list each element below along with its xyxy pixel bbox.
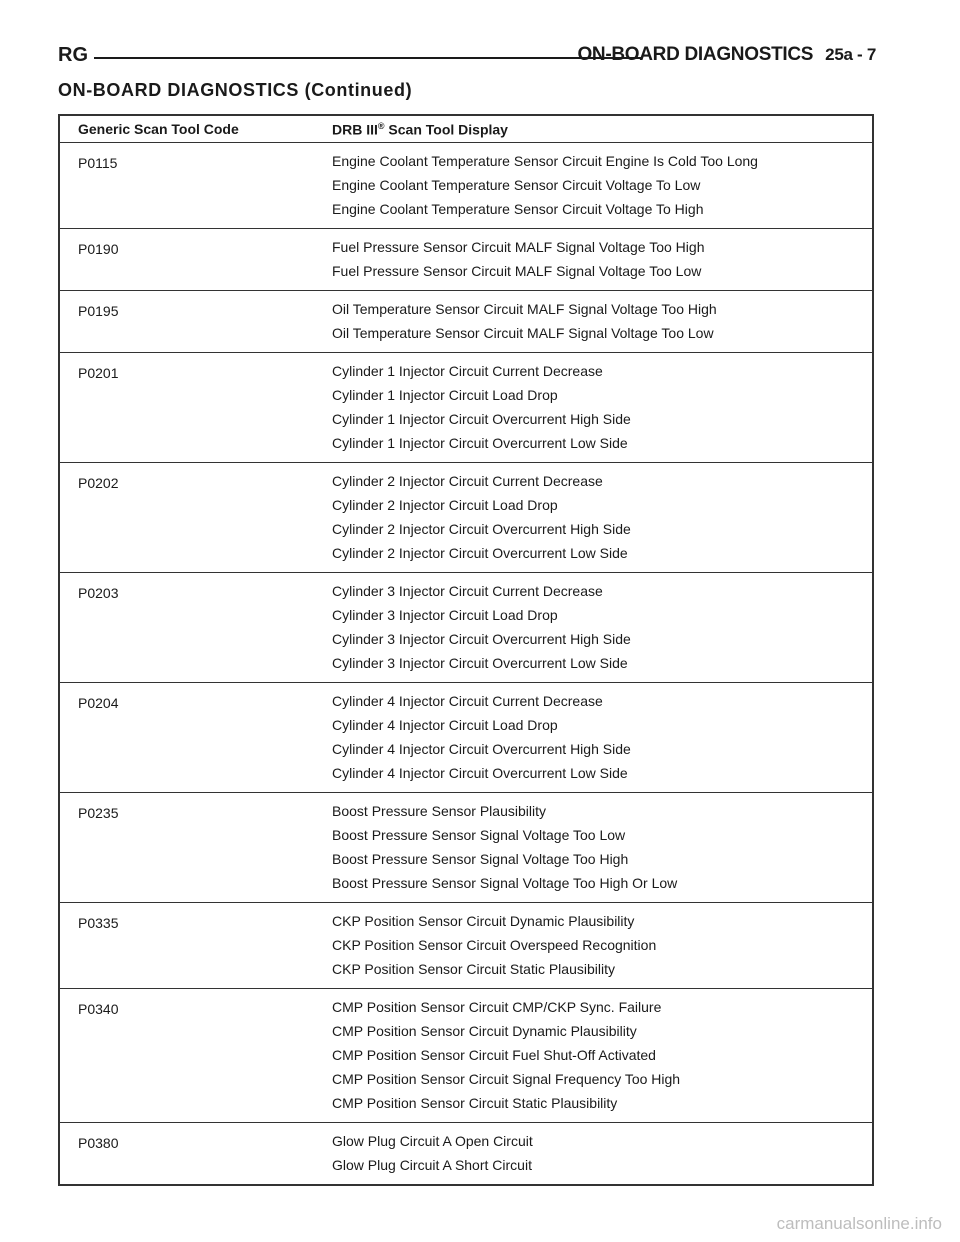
dtc-description-line: Cylinder 3 Injector Circuit Overcurrent High Side bbox=[332, 631, 631, 647]
table-header-row bbox=[59, 115, 873, 143]
dtc-descriptions bbox=[332, 989, 873, 1123]
dtc-description-line: Cylinder 3 Injector Circuit Current Decrease bbox=[332, 583, 603, 599]
dtc-description-line: Boost Pressure Sensor Signal Voltage Too Low bbox=[332, 827, 626, 843]
watermark: carmanualsonline.info bbox=[776, 1214, 942, 1233]
dtc-descriptions bbox=[332, 229, 873, 291]
dtc-description-line: Oil Temperature Sensor Circuit MALF Signal Voltage Too High bbox=[332, 301, 717, 317]
dtc-description-line: Cylinder 1 Injector Circuit Current Decrease bbox=[332, 363, 603, 379]
dtc-descriptions bbox=[332, 793, 873, 903]
dtc-description-line: Engine Coolant Temperature Sensor Circuit Engine Is Cold Too Long bbox=[332, 153, 758, 169]
dtc-description-line: Engine Coolant Temperature Sensor Circuit Voltage To High bbox=[332, 201, 704, 217]
page-number: 25a - 7 bbox=[825, 45, 876, 64]
dtc-description-line: Glow Plug Circuit A Open Circuit bbox=[332, 1133, 533, 1149]
dtc-description-line: Cylinder 2 Injector Circuit Overcurrent Low Side bbox=[332, 545, 628, 561]
dtc-description-line: Cylinder 4 Injector Circuit Current Decrease bbox=[332, 693, 603, 709]
table-row bbox=[59, 573, 873, 683]
dtc-descriptions bbox=[332, 353, 873, 463]
header-rule bbox=[94, 57, 642, 59]
column-header-display-label: Scan Tool Display bbox=[388, 121, 508, 138]
table-row bbox=[59, 1123, 873, 1186]
registered-mark: ® bbox=[377, 120, 385, 131]
dtc-description-line: Cylinder 4 Injector Circuit Overcurrent High Side bbox=[332, 741, 631, 757]
dtc-description-line: CMP Position Sensor Circuit Signal Frequency Too High bbox=[332, 1071, 681, 1087]
dtc-descriptions bbox=[332, 573, 873, 683]
dtc-descriptions bbox=[332, 291, 873, 353]
dtc-description-line: Cylinder 2 Injector Circuit Current Decrease bbox=[332, 473, 603, 489]
dtc-code: P0203 bbox=[59, 573, 332, 683]
dtc-code: P0202 bbox=[59, 463, 332, 573]
dtc-descriptions bbox=[332, 903, 873, 989]
table-row bbox=[59, 793, 873, 903]
table-row bbox=[59, 903, 873, 989]
dtc-description-line: Cylinder 3 Injector Circuit Overcurrent Low Side bbox=[332, 655, 628, 671]
dtc-description-line: Oil Temperature Sensor Circuit MALF Signal Voltage Too Low bbox=[332, 325, 714, 341]
dtc-description-line: Glow Plug Circuit A Short Circuit bbox=[332, 1157, 532, 1173]
dtc-code: P0335 bbox=[59, 903, 332, 989]
dtc-description-line: Boost Pressure Sensor Plausibility bbox=[332, 803, 546, 819]
vehicle-code: RG bbox=[58, 44, 88, 66]
dtc-description-line: Boost Pressure Sensor Signal Voltage Too High bbox=[332, 851, 629, 867]
dtc-description-line: CMP Position Sensor Circuit Static Plausibility bbox=[332, 1095, 618, 1111]
table-row bbox=[59, 683, 873, 793]
section-title: ON-BOARD DIAGNOSTICS bbox=[577, 44, 814, 65]
dtc-description-line: Cylinder 2 Injector Circuit Load Drop bbox=[332, 497, 558, 513]
dtc-description-line: Cylinder 1 Injector Circuit Load Drop bbox=[332, 387, 558, 403]
page-header bbox=[58, 44, 876, 72]
table-row bbox=[59, 463, 873, 573]
dtc-description-line: CMP Position Sensor Circuit Dynamic Plausibility bbox=[332, 1023, 637, 1039]
dtc-code: P0235 bbox=[59, 793, 332, 903]
dtc-code: P0380 bbox=[59, 1123, 332, 1186]
dtc-code: P0195 bbox=[59, 291, 332, 353]
dtc-code: P0340 bbox=[59, 989, 332, 1123]
dtc-descriptions bbox=[332, 683, 873, 793]
dtc-code: P0204 bbox=[59, 683, 332, 793]
dtc-description-line: Cylinder 3 Injector Circuit Load Drop bbox=[332, 607, 558, 623]
dtc-description-line: Cylinder 1 Injector Circuit Overcurrent High Side bbox=[332, 411, 631, 427]
dtc-description-line: CMP Position Sensor Circuit Fuel Shut-Off Activated bbox=[332, 1047, 656, 1063]
table-row bbox=[59, 143, 873, 229]
dtc-code: P0201 bbox=[59, 353, 332, 463]
dtc-description-line: Fuel Pressure Sensor Circuit MALF Signal Voltage Too Low bbox=[332, 263, 702, 279]
column-header-drb: DRB III bbox=[332, 121, 378, 138]
dtc-description-line: Cylinder 1 Injector Circuit Overcurrent Low Side bbox=[332, 435, 628, 451]
header-section bbox=[577, 44, 876, 66]
page-subtitle: ON-BOARD DIAGNOSTICS (Continued) bbox=[58, 80, 413, 100]
dtc-descriptions bbox=[332, 1123, 873, 1186]
dtc-descriptions bbox=[332, 463, 873, 573]
dtc-description-line: Fuel Pressure Sensor Circuit MALF Signal Voltage Too High bbox=[332, 239, 705, 255]
dtc-description-line: Boost Pressure Sensor Signal Voltage Too High Or Low bbox=[332, 875, 678, 891]
column-header-code: Generic Scan Tool Code bbox=[78, 121, 239, 137]
table-row bbox=[59, 291, 873, 353]
table-body bbox=[59, 143, 873, 1186]
dtc-description-line: Cylinder 2 Injector Circuit Overcurrent High Side bbox=[332, 521, 631, 537]
dtc-description-line: CMP Position Sensor Circuit CMP/CKP Sync. Failure bbox=[332, 999, 662, 1015]
dtc-code: P0190 bbox=[59, 229, 332, 291]
column-header-display bbox=[332, 115, 873, 143]
dtc-description-line: Cylinder 4 Injector Circuit Overcurrent Low Side bbox=[332, 765, 628, 781]
dtc-description-line: CKP Position Sensor Circuit Overspeed Recognition bbox=[332, 937, 657, 953]
table-row bbox=[59, 353, 873, 463]
dtc-description-line: CKP Position Sensor Circuit Static Plausibility bbox=[332, 961, 615, 977]
dtc-descriptions bbox=[332, 143, 873, 229]
dtc-description-line: Cylinder 4 Injector Circuit Load Drop bbox=[332, 717, 558, 733]
table-row bbox=[59, 989, 873, 1123]
dtc-description-line: CKP Position Sensor Circuit Dynamic Plausibility bbox=[332, 913, 635, 929]
dtc-description-line: Engine Coolant Temperature Sensor Circuit Voltage To Low bbox=[332, 177, 701, 193]
table-row bbox=[59, 229, 873, 291]
dtc-code: P0115 bbox=[59, 143, 332, 229]
dtc-table bbox=[58, 114, 874, 1186]
